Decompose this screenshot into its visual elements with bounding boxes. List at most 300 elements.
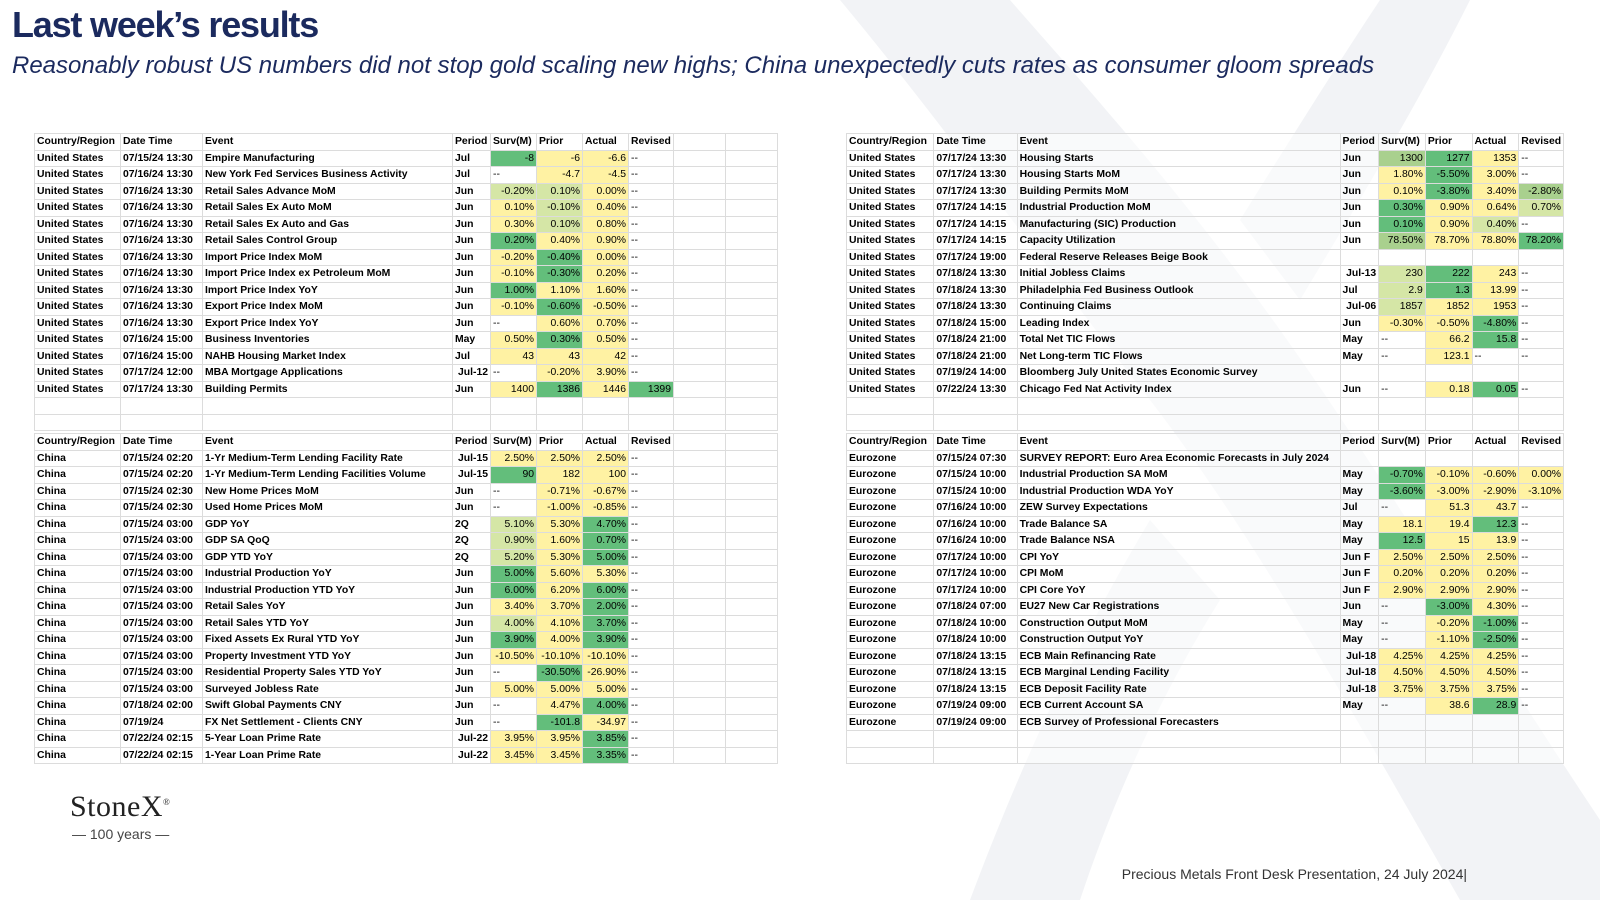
cell-period: Jun [1340,150,1379,167]
cell-datetime: 07/18/24 13:30 [934,299,1017,316]
cell-prior: 3.45% [537,747,583,764]
spacer-cell [726,632,778,649]
table-row [847,500,1564,517]
cell-event: ECB Current Account SA [1017,698,1340,715]
cell-event: ZEW Survey Expectations [1017,500,1340,517]
cell-revised [1519,714,1564,731]
cell-survey: 3.90% [491,632,537,649]
blank-cell [583,398,629,415]
cell-revised: -- [1519,582,1564,599]
table-row [35,599,778,616]
cell-prior: -1.10% [1425,632,1472,649]
cell-country [847,747,934,764]
spacer-cell [726,582,778,599]
table-row [35,150,778,167]
cell-prior: -3.00% [1425,483,1472,500]
cell-period: Jun [1340,233,1379,250]
cell-event: Housing Starts MoM [1017,167,1340,184]
column-header-country: Country/Region [847,134,934,151]
cell-country: United States [35,299,121,316]
cell-period: Jul [453,348,491,365]
cell-period: Jun [453,582,491,599]
cell-period: Jun F [1340,549,1379,566]
spacer-cell [674,731,726,748]
cell-country: United States [35,216,121,233]
cell-datetime: 07/18/24 13:15 [934,681,1017,698]
cell-survey [1379,249,1426,266]
spacer-cell [726,731,778,748]
cell-survey: -0.30% [1379,315,1426,332]
spacer-cell [726,332,778,349]
cell-prior: 4.10% [537,615,583,632]
cell-survey: 4.50% [1379,665,1426,682]
cell-survey: 2.50% [1379,549,1426,566]
cell-survey: 0.90% [491,533,537,550]
column-header-prior: Prior [1425,134,1472,151]
cell-revised [1519,747,1564,764]
cell-actual: 5.30% [583,566,629,583]
cell-country: Eurozone [847,582,934,599]
logo-wordmark: StoneX® [70,790,171,823]
cell-event [1017,731,1340,748]
cell-event: Surveyed Jobless Rate [203,681,453,698]
cell-survey: 0.10% [491,200,537,217]
cell-datetime: 07/15/24 03:00 [121,648,203,665]
logo-100-years: — 100 years — [72,826,170,842]
cell-prior: 3.70% [537,599,583,616]
cell-period: Jun [453,266,491,283]
cell-actual: 3.90% [583,365,629,382]
cell-revised: -- [1519,665,1564,682]
table-row [35,698,778,715]
spacer-cell [674,516,726,533]
cell-prior [1425,747,1472,764]
cell-country: China [35,632,121,649]
blank-cell [847,398,934,415]
cell-actual: 0.05 [1472,381,1519,398]
table-row [847,632,1564,649]
table-header-row [847,134,1564,151]
cell-revised: -- [629,615,674,632]
cell-period: Jun [453,381,491,398]
cell-event: Trade Balance NSA [1017,533,1340,550]
cell-prior: -5.50% [1425,167,1472,184]
cell-event: Fixed Assets Ex Rural YTD YoY [203,632,453,649]
spacer-cell [726,681,778,698]
cell-actual: 0.40% [1472,216,1519,233]
cell-revised: -- [629,348,674,365]
cell-actual: 1353 [1472,150,1519,167]
cell-event: Bloomberg July United States Economic Survey [1017,365,1340,382]
cell-period: Jun F [1340,566,1379,583]
cell-event: Retail Sales Advance MoM [203,183,453,200]
cell-survey: 2.90% [1379,582,1426,599]
cell-datetime: 07/17/24 13:30 [121,381,203,398]
cell-survey: 0.20% [1379,566,1426,583]
cell-revised: -- [629,665,674,682]
cell-datetime: 07/15/24 03:00 [121,599,203,616]
cell-period: May [1340,467,1379,484]
cell-revised: -- [629,299,674,316]
table-row [35,450,778,467]
cell-country: United States [847,315,934,332]
cell-period: Jun [453,483,491,500]
cell-datetime: 07/15/24 03:00 [121,566,203,583]
spacer-cell [726,450,778,467]
cell-country: United States [35,266,121,283]
cell-revised: -- [1519,516,1564,533]
cell-revised: -- [629,681,674,698]
spacer-cell [726,516,778,533]
cell-country: Eurozone [847,665,934,682]
cell-event: Swift Global Payments CNY [203,698,453,715]
cell-event: 1-Yr Medium-Term Lending Facility Rate [203,450,453,467]
cell-prior: -0.20% [537,365,583,382]
spacer-cell [674,266,726,283]
cell-event: Export Price Index YoY [203,315,453,332]
cell-period [1340,365,1379,382]
cell-survey: 3.95% [491,731,537,748]
cell-prior: 1386 [537,381,583,398]
table-row [847,714,1564,731]
cell-survey: 0.50% [491,332,537,349]
cell-revised [1519,450,1564,467]
cell-period: Jun [453,698,491,715]
cell-actual: 2.90% [1472,582,1519,599]
cell-event: Continuing Claims [1017,299,1340,316]
cell-period: Jul-22 [453,731,491,748]
cell-actual: 1.60% [583,282,629,299]
cell-datetime: 07/18/24 15:00 [934,315,1017,332]
cell-datetime: 07/15/24 02:20 [121,467,203,484]
cell-actual: 0.20% [1472,566,1519,583]
cell-actual: 12.3 [1472,516,1519,533]
cell-prior: 3.75% [1425,681,1472,698]
cell-actual: -10.10% [583,648,629,665]
column-header-event: Event [1017,434,1340,451]
blank-cell [1017,414,1340,431]
cell-survey: -8 [491,150,537,167]
cell-period: Jul-15 [453,467,491,484]
cell-revised: -- [629,698,674,715]
spacer-cell [726,381,778,398]
cell-revised: -- [629,183,674,200]
cell-event: GDP YoY [203,516,453,533]
blank-cell [726,398,778,415]
cell-country: China [35,731,121,748]
cell-actual: -4.80% [1472,315,1519,332]
spacer-cell [726,299,778,316]
cell-period [1340,450,1379,467]
spacer-cell [726,249,778,266]
spacer-cell [726,200,778,217]
column-header-revised: Revised [1519,134,1564,151]
cell-survey: -- [491,315,537,332]
cell-actual: 0.00% [583,249,629,266]
cell-period [1340,249,1379,266]
cell-actual: 0.70% [583,315,629,332]
table-row [35,200,778,217]
cell-actual: 1446 [583,381,629,398]
cell-country: United States [847,299,934,316]
cell-survey: 90 [491,467,537,484]
eurozone-results-table [846,433,1564,764]
cell-datetime: 07/17/24 14:15 [934,233,1017,250]
cell-revised: -- [1519,299,1564,316]
cell-prior: 66.2 [1425,332,1472,349]
spacer-cell [674,450,726,467]
cell-survey: 1857 [1379,299,1426,316]
cell-revised: 78.20% [1519,233,1564,250]
cell-datetime: 07/17/24 10:00 [934,566,1017,583]
cell-survey: 2.50% [491,450,537,467]
cell-survey: -0.20% [491,183,537,200]
cell-period [1340,731,1379,748]
cell-actual: -2.90% [1472,483,1519,500]
cell-period: 2Q [453,516,491,533]
cell-country: United States [35,233,121,250]
footer-text: Precious Metals Front Desk Presentation, 24 July 2024| [1121,866,1467,882]
spacer-cell [674,167,726,184]
cell-survey: 0.10% [1379,216,1426,233]
cell-event: MBA Mortgage Applications [203,365,453,382]
cell-actual: 3.70% [583,615,629,632]
table-row [847,582,1564,599]
cell-country: China [35,566,121,583]
blank-cell [726,414,778,431]
cell-country: United States [35,332,121,349]
cell-datetime: 07/17/24 12:00 [121,365,203,382]
column-header-period: Period [453,434,491,451]
cell-datetime: 07/17/24 19:00 [934,249,1017,266]
cell-actual: -34.97 [583,714,629,731]
cell-country: China [35,516,121,533]
cell-actual: 0.70% [583,533,629,550]
blank-cell [1425,414,1472,431]
cell-survey: -0.10% [491,299,537,316]
cell-datetime: 07/18/24 07:00 [934,599,1017,616]
cell-survey: 3.40% [491,599,537,616]
cell-period: Jun [1340,200,1379,217]
cell-actual: -- [1472,348,1519,365]
cell-prior: -6 [537,150,583,167]
spacer-cell [674,632,726,649]
cell-survey: -- [491,500,537,517]
cell-survey: -- [1379,698,1426,715]
cell-prior: -3.00% [1425,599,1472,616]
spacer-cell [726,747,778,764]
cell-datetime: 07/15/24 03:00 [121,681,203,698]
cell-survey: -- [491,365,537,382]
table-row [847,681,1564,698]
cell-datetime: 07/17/24 10:00 [934,582,1017,599]
cell-survey: -0.70% [1379,467,1426,484]
cell-event: CPI YoY [1017,549,1340,566]
cell-prior: 2.90% [1425,582,1472,599]
cell-revised: -- [629,233,674,250]
cell-country: Eurozone [847,681,934,698]
cell-event: ECB Survey of Professional Forecasters [1017,714,1340,731]
table-row [35,249,778,266]
cell-event: Manufacturing (SIC) Production [1017,216,1340,233]
spacer-cell [674,467,726,484]
blank-cell [121,414,203,431]
column-header-period: Period [453,134,491,151]
cell-event: Leading Index [1017,315,1340,332]
spacer-cell [726,533,778,550]
blank-cell [1379,398,1426,415]
cell-actual: -26.90% [583,665,629,682]
cell-country: United States [847,266,934,283]
cell-prior: 0.10% [537,216,583,233]
table-row [35,299,778,316]
blank-cell [203,414,453,431]
cell-datetime: 07/17/24 13:30 [934,150,1017,167]
table-row [847,299,1564,316]
cell-datetime [934,731,1017,748]
table-row [35,516,778,533]
cell-survey: 1400 [491,381,537,398]
cell-period: Jun [453,282,491,299]
spacer-cell [726,134,778,151]
cell-period: 2Q [453,533,491,550]
cell-period: May [1340,348,1379,365]
cell-country: United States [847,381,934,398]
cell-datetime: 07/16/24 13:30 [121,315,203,332]
cell-prior: -10.10% [537,648,583,665]
cell-period: 2Q [453,549,491,566]
spacer-cell [726,183,778,200]
cell-prior: 6.20% [537,582,583,599]
column-header-survey: Surv(M) [1379,434,1426,451]
cell-datetime: 07/16/24 13:30 [121,167,203,184]
cell-event: CPI MoM [1017,566,1340,583]
table-row [35,315,778,332]
table-header-row [847,434,1564,451]
cell-survey: 5.10% [491,516,537,533]
cell-event: Retail Sales YoY [203,599,453,616]
cell-datetime: 07/19/24 09:00 [934,698,1017,715]
cell-actual [1472,450,1519,467]
cell-revised: -- [1519,566,1564,583]
cell-actual: 0.20% [583,266,629,283]
cell-country: United States [847,332,934,349]
cell-actual: -1.00% [1472,615,1519,632]
cell-revised: -- [629,483,674,500]
cell-datetime: 07/19/24 14:00 [934,365,1017,382]
cell-datetime [934,747,1017,764]
blank-cell [629,414,674,431]
cell-revised: 0.70% [1519,200,1564,217]
cell-country: United States [35,381,121,398]
cell-event: 5-Year Loan Prime Rate [203,731,453,748]
cell-period: May [1340,615,1379,632]
table-row [847,698,1564,715]
table-row [847,516,1564,533]
spacer-cell [726,483,778,500]
cell-prior: -0.50% [1425,315,1472,332]
cell-prior: 2.50% [1425,549,1472,566]
cell-event: Federal Reserve Releases Beige Book [1017,249,1340,266]
cell-country: United States [847,233,934,250]
cell-actual: 0.50% [583,332,629,349]
cell-prior: -4.7 [537,167,583,184]
table-row [35,467,778,484]
spacer-cell [726,549,778,566]
cell-revised: -- [629,747,674,764]
cell-event: GDP SA QoQ [203,533,453,550]
cell-survey: 3.45% [491,747,537,764]
cell-period: Jun [453,599,491,616]
cell-actual: 3.90% [583,632,629,649]
cell-revised: -- [1519,698,1564,715]
cell-event: Industrial Production YoY [203,566,453,583]
cell-country: China [35,549,121,566]
cell-datetime: 07/19/24 09:00 [934,714,1017,731]
cell-revised: -- [1519,266,1564,283]
column-header-actual: Actual [583,134,629,151]
cell-event: Retail Sales Ex Auto MoM [203,200,453,217]
table-row [35,549,778,566]
spacer-cell [726,348,778,365]
cell-revised: 0.00% [1519,467,1564,484]
cell-actual: -0.67% [583,483,629,500]
column-header-period: Period [1340,434,1379,451]
cell-survey: 1.80% [1379,167,1426,184]
cell-datetime: 07/16/24 10:00 [934,533,1017,550]
cell-period: May [1340,533,1379,550]
cell-period: Jul [1340,500,1379,517]
cell-revised: -- [1519,216,1564,233]
cell-actual: 13.9 [1472,533,1519,550]
table-row [847,233,1564,250]
cell-revised: -- [1519,632,1564,649]
cell-event: Property Investment YTD YoY [203,648,453,665]
cell-datetime: 07/16/24 13:30 [121,216,203,233]
cell-datetime: 07/18/24 10:00 [934,632,1017,649]
cell-survey: 230 [1379,266,1426,283]
spacer-cell [674,615,726,632]
cell-survey: -- [491,483,537,500]
cell-event: EU27 New Car Registrations [1017,599,1340,616]
cell-event: Construction Output MoM [1017,615,1340,632]
cell-datetime: 07/16/24 13:30 [121,299,203,316]
cell-country: China [35,582,121,599]
cell-event: Import Price Index MoM [203,249,453,266]
cell-country: China [35,615,121,632]
cell-prior: 0.10% [537,183,583,200]
column-header-datetime: Date Time [121,434,203,451]
spacer-cell [726,665,778,682]
spacer-cell [674,681,726,698]
cell-prior [1425,249,1472,266]
cell-revised: -- [629,533,674,550]
table-row [847,731,1564,748]
cell-prior: 5.30% [537,549,583,566]
cell-survey [1379,450,1426,467]
cell-country: Eurozone [847,450,934,467]
spacer-cell [674,381,726,398]
spacer-cell [674,533,726,550]
table-row [847,648,1564,665]
cell-survey: 0.30% [491,216,537,233]
table-row [847,381,1564,398]
cell-datetime: 07/18/24 21:00 [934,348,1017,365]
cell-actual: 28.9 [1472,698,1519,715]
cell-event: NAHB Housing Market Index [203,348,453,365]
table-row [847,167,1564,184]
cell-revised [1519,249,1564,266]
